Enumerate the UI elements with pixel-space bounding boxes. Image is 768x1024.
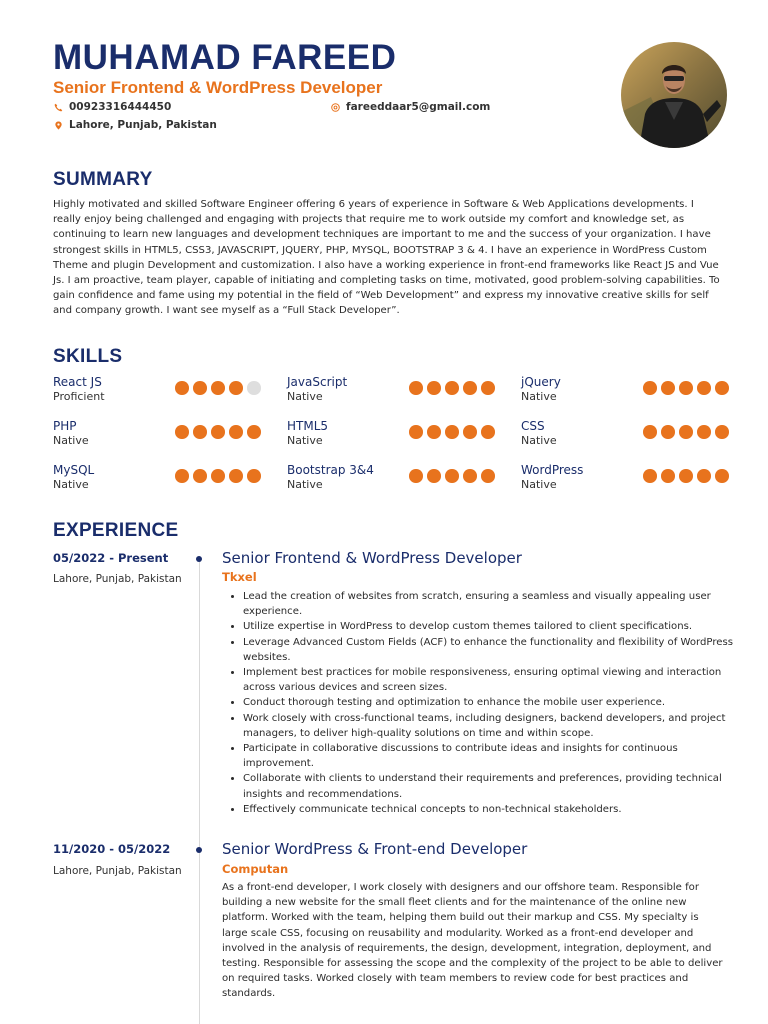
rating-dot-filled: [697, 381, 711, 395]
skill-name: jQuery: [521, 375, 561, 389]
job-dates: 05/2022 - Present: [53, 551, 169, 565]
rating-dot-filled: [229, 425, 243, 439]
skills-heading: SKILLS: [53, 346, 123, 367]
skill-rating: [175, 381, 261, 395]
rating-dot-filled: [679, 381, 693, 395]
skill-level: Native: [521, 434, 557, 447]
rating-dot-filled: [229, 469, 243, 483]
rating-dot-filled: [679, 425, 693, 439]
rating-dot-filled: [175, 469, 189, 483]
rating-dot-filled: [409, 381, 423, 395]
rating-dot-filled: [175, 425, 189, 439]
skill-item: [53, 375, 263, 407]
job-title: Senior Frontend & WordPress Developer: [222, 549, 522, 567]
rating-dot-filled: [445, 469, 459, 483]
location-contact: [54, 119, 217, 131]
profile-photo: [621, 42, 727, 148]
rating-dot-filled: [661, 469, 675, 483]
rating-dot-filled: [481, 425, 495, 439]
experience-heading: EXPERIENCE: [53, 520, 179, 541]
rating-dot-filled: [229, 381, 243, 395]
skill-item: [287, 463, 497, 495]
location-text: Lahore, Punjab, Pakistan: [69, 119, 217, 131]
candidate-title: Senior Frontend & WordPress Developer: [53, 78, 383, 97]
rating-dot-filled: [427, 469, 441, 483]
timeline-line: [199, 556, 200, 1024]
skill-name: JavaScript: [287, 375, 348, 389]
job-description: As a front-end developer, I work closely with designers and our offshore team. Responsible for building a new website for the small fleet clients and for the maintenance of the online new platform. Worked with the team, helping them build out their markup and CSS. My specialty is large scale CSS, focusing on reusability and modularity. Worked as a front-end developer and involved in the analysis of requirements, the design, development, integration, deployment, and testing. Responsible for assessing the scope and the complexity of the project to be able to deliver on required tasks. Worked closely with team members to review code for best practices and standards.: [222, 882, 723, 1000]
responsibility-item: • Participate in collaborative discussions to contribute ideas and insights for continuous improvement.: [243, 741, 743, 771]
summary-heading: SUMMARY: [53, 169, 153, 190]
rating-dot-filled: [193, 469, 207, 483]
responsibility-item: • Utilize expertise in WordPress to develop custom themes tailored to client specifications.: [243, 619, 743, 634]
responsibility-item: • Work closely with cross-functional teams, including designers, backend developers, and project managers, to deliver high-quality solutions on time and within scope.: [243, 711, 743, 741]
rating-dot-filled: [697, 425, 711, 439]
rating-dot-filled: [193, 425, 207, 439]
skill-name: HTML5: [287, 419, 329, 433]
job-company: Tkxel: [222, 570, 257, 584]
phone-number: 00923316444450: [69, 101, 172, 113]
skill-rating: [409, 469, 495, 483]
skill-rating: [409, 381, 495, 395]
skill-level: Proficient: [53, 390, 105, 403]
rating-dot-filled: [445, 381, 459, 395]
skill-level: Native: [53, 478, 89, 491]
timeline-dot: [196, 556, 202, 562]
job-company: Computan: [222, 862, 289, 876]
rating-dot-filled: [409, 469, 423, 483]
skill-rating: [643, 381, 729, 395]
candidate-name: MUHAMAD FAREED: [53, 38, 397, 77]
rating-dot-filled: [715, 381, 729, 395]
rating-dot-filled: [679, 469, 693, 483]
responsibility-item: • Conduct thorough testing and optimization to enhance the mobile user experience.: [243, 695, 743, 710]
timeline-dot: [196, 847, 202, 853]
rating-dot-filled: [175, 381, 189, 395]
rating-dot-filled: [193, 381, 207, 395]
phone-contact: [54, 101, 171, 113]
skill-item: [287, 419, 497, 451]
rating-dot-filled: [643, 425, 657, 439]
skill-item: [521, 419, 731, 451]
job-dates: 11/2020 - 05/2022: [53, 842, 171, 856]
rating-dot-filled: [661, 381, 675, 395]
responsibility-item: • Collaborate with clients to understand their requirements and preferences, providing technical insights and recommendations.: [243, 771, 743, 801]
rating-dot-filled: [481, 381, 495, 395]
rating-dot-filled: [715, 425, 729, 439]
responsibility-item: • Effectively communicate technical concepts to non-technical stakeholders.: [243, 802, 743, 817]
skill-item: [521, 463, 731, 495]
rating-dot-filled: [715, 469, 729, 483]
email-address: fareeddaar5@gmail.com: [346, 101, 491, 113]
skill-name: CSS: [521, 419, 545, 433]
skill-name: WordPress: [521, 463, 584, 477]
rating-dot-filled: [211, 469, 225, 483]
skill-item: [287, 375, 497, 407]
rating-dot-filled: [445, 425, 459, 439]
responsibility-item: • Leverage Advanced Custom Fields (ACF) to enhance the functionality and flexibility of WordPress websites.: [243, 635, 743, 665]
skill-rating: [643, 469, 729, 483]
at-sign-icon: [331, 103, 340, 112]
skill-level: Native: [287, 478, 323, 491]
skill-item: [53, 419, 263, 451]
rating-dot-filled: [427, 381, 441, 395]
skill-rating: [175, 425, 261, 439]
skill-rating: [175, 469, 261, 483]
skill-level: Native: [521, 478, 557, 491]
job-responsibilities: [231, 589, 743, 817]
location-pin-icon: [54, 121, 63, 130]
rating-dot-filled: [643, 469, 657, 483]
rating-dot-filled: [463, 425, 477, 439]
responsibility-item: • Implement best practices for mobile responsiveness, ensuring optimal viewing and interaction across various devices and screen sizes.: [243, 665, 743, 695]
skill-name: React JS: [53, 375, 102, 389]
rating-dot-filled: [481, 469, 495, 483]
skill-level: Native: [287, 434, 323, 447]
phone-icon: [54, 103, 63, 112]
rating-dot-filled: [643, 381, 657, 395]
job-title: Senior WordPress & Front-end Developer: [222, 840, 528, 858]
skill-level: Native: [53, 434, 89, 447]
skill-level: Native: [521, 390, 557, 403]
rating-dot-filled: [661, 425, 675, 439]
rating-dot-filled: [697, 469, 711, 483]
skill-name: PHP: [53, 419, 77, 433]
email-contact: [331, 101, 490, 113]
skill-level: Native: [287, 390, 323, 403]
job-location: Lahore, Punjab, Pakistan: [53, 573, 182, 585]
rating-dot-filled: [463, 469, 477, 483]
summary-text: Highly motivated and skilled Software Engineer offering 6 years of experience in Software & Web Applications developments. I really enjoy being challenged and engaging with projects that require me to work outside my comfort and knowledge set, as continuing to learn new languages and development techniques are important to me and the success of your organization. I have strongest skills in HTML5, CSS3, JAVASCRIPT, JQUERY, PHP, MYSQL, BOOTSTRAP 3 & 4. I have an experience in WordPress Custom Theme and plugin Development and customization. I also have a working experience in front-end frameworks like React JS and Vue Js. I am proactive, team player, capable of initiating and completing tasks on time, motivated, good problem-solving capabilities. To gain confidence and fame using my potential in the field of “Web Development” and express my innovative creative skills for self and company growth. I want see myself as a “Full Stack Developer”.: [53, 199, 720, 317]
rating-dot-filled: [463, 381, 477, 395]
responsibility-item: • Lead the creation of websites from scratch, ensuring a seamless and visually appealing user experience.: [243, 589, 743, 619]
rating-dot-filled: [211, 381, 225, 395]
rating-dot-empty: [247, 381, 261, 395]
skill-rating: [643, 425, 729, 439]
skill-item: [53, 463, 263, 495]
skill-name: MySQL: [53, 463, 95, 477]
skill-item: [521, 375, 731, 407]
rating-dot-filled: [409, 425, 423, 439]
rating-dot-filled: [427, 425, 441, 439]
rating-dot-filled: [247, 425, 261, 439]
skill-name: Bootstrap 3&4: [287, 463, 374, 477]
rating-dot-filled: [247, 469, 261, 483]
rating-dot-filled: [211, 425, 225, 439]
skill-rating: [409, 425, 495, 439]
job-location: Lahore, Punjab, Pakistan: [53, 865, 182, 877]
